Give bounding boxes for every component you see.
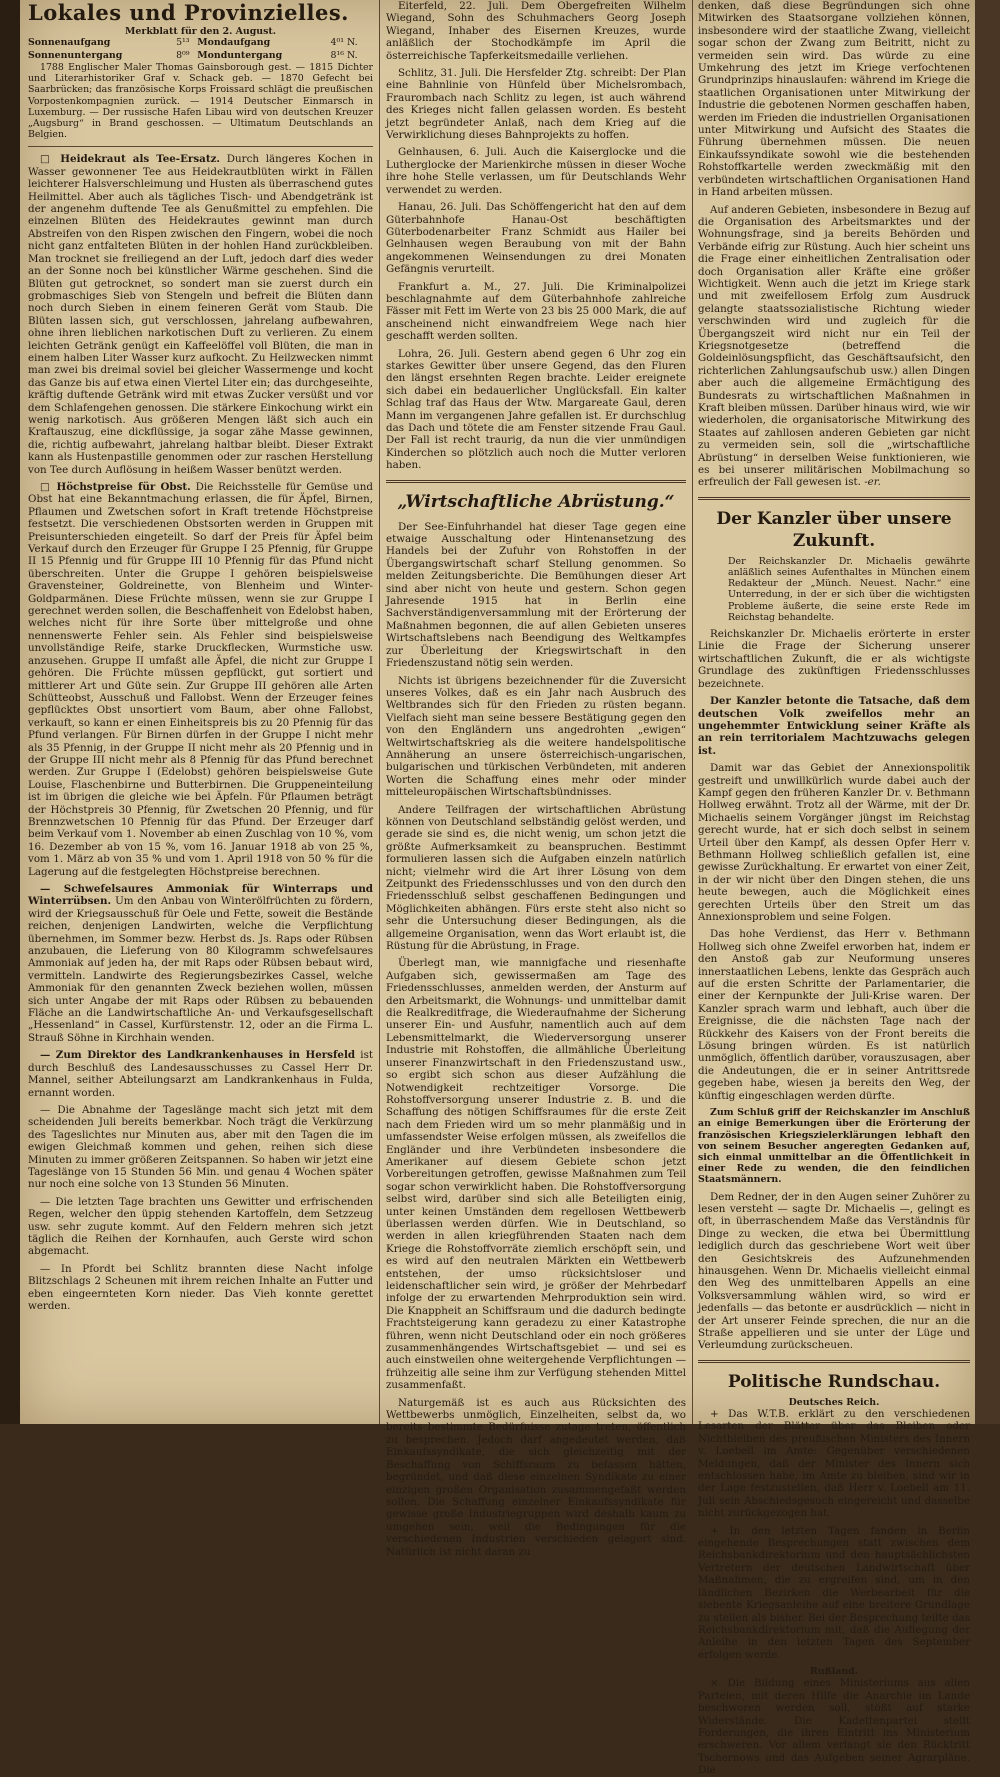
article-ammoniak — [28, 883, 373, 1044]
paragraph: + In den letzten Tagen fanden in Berlin eingehende Besprechungen statt zwischen dem Reichsbankdirektorium und den hauptsächlichsten Vertretern der deutschen Landwirtschaft über Maßnahmen, die zu ergreifen sind, um in den ländlichen Bezirken die Werbearbeit für die siebente Kriegsanleihe auf eine breitere Grundlage zu stellen als bisher. Bei der Besprechung teilte das Reichsbankdirektorium mit, daß die Auflegung der Anleihe in den letzten Tagen des September erfolgen werde. — [698, 1524, 970, 1661]
almanac-value: 5¹³ — [176, 37, 190, 49]
almanac-row — [28, 37, 373, 49]
paragraph: Das hohe Verdienst, das Herr v. Bethmann Hollweg sich ohne Zweifel erworben hat, indem er den Anstoß gab zur Neuformung unseres innerstaatlichen Lebens, lenkte das Gespräch auch auf die ersten Schritte der Parlamentarier, die einer der Kernpunkte der Juli-Krise waren. Der Kanzler sprach warm und lebhaft, auch über die Ereignisse, die die nächsten Tage nach der Rückkehr des Kaisers von der Front bereits die Lösung bringen würden. Es ist natürlich unmöglich, öffentlich darüber, vorauszusagen, aber die Andeutungen, die er in seiner Antrittsrede gegeben habe, wiesen ja bereits den Weg, der künftig eingeschlagen werden dürfte. — [698, 928, 970, 1102]
column-2 — [386, 0, 686, 1558]
divider — [386, 480, 686, 483]
paragraph: Naturgemäß ist es auch aus Rücksichten des Wettbewerbs unmöglich, Einzelheiten, selbst da, wo bereits bestimmte Bedürfnisse zutage treten, öffentlich zu besprechen. Jedoch darf angedeutet werden, daß Einkaufssyndikate, die sich gleichzeitig mit der Beschaffung von Schiffsraum zu befassen hätten, begründet, und daß diese einzelnen Syndikate zu einer einzigen großen Organisation zusammengefaßt werden sollen. Die Schaffung einzelner Einkaufssyndikate für gewisse große Industriegruppen wird deshalb kaum zu umgehen sein, weil die Bedingungen für die verschiedenen Industrien verschieden gelagert sind. Natürlich ist nicht daran zu — [386, 1396, 686, 1558]
paragraph: Zum Schluß griff der Reichskanzler im Anschluß an einige Bemerkungen über die Erörterung der französischen Kriegszielerklärungen lebhaft den von seinem Besucher angeregten Gedanken auf, sich einmal unmittelbar an die Öffentlichkeit in einer Rede zu wenden, die den feindlichen Staatsmännern. — [698, 1107, 970, 1186]
article-title-kanzler: Der Kanzler über unsere Zukunft. — [716, 508, 952, 551]
column-1 — [28, 0, 373, 1414]
almanac-label: Monduntergang — [197, 49, 283, 61]
article-intro: Der Reichskanzler Dr. Michaelis gewährte anläßlich seines Aufenthaltes in München einem Redakteur der „Münch. Neuest. Nachr.“ eine Unterredung, in der er sich über die wichtigsten Probleme äußerte, die seine erste Rede im Reichstag behandelte. — [728, 555, 970, 623]
divider — [698, 497, 970, 500]
article-lead: — Zum Direktor des Landkrankenhauses in Hersfeld — [40, 1049, 356, 1062]
signature: -er. — [864, 476, 881, 489]
news-gelnhausen: Gelnhausen, 6. Juli. Auch die Kaiserglocke und die Lutherglocke der Marienkirche müssen in dieser Woche ihre hohe Stelle verlassen, um für Deutschlands Wehr verwendet zu werden. — [386, 146, 686, 196]
article-title-abruestung: „Wirtschaftliche Abrüstung.“ — [397, 491, 675, 512]
almanac-label: Mondaufgang — [197, 37, 271, 49]
paragraph: Nichts ist übrigens bezeichnender für die Zuversicht unseres Volkes, daß es ein Jahr nach Ausbruch des Weltbrandes sich für den Frieden zu rüsten begann. Vielfach sieht man seine bessere Bestätigung gegen den von den Engländern uns angedrohten „ewigen“ Weltwirtschaftskrieg als die weitere handelspolitische Annäherung an unsere österreichisch-ungarischen, bulgarischen und türkischen Verbündeten, mit anderen Worten die Schaffung eines mehr oder minder mitteleuropäischen Wirtschaftsbündnisses. — [386, 674, 686, 799]
article-gewitter: — Die letzten Tage brachten uns Gewitter und erfrischenden Regen, welcher den üppig stehenden Kartoffeln, dem Setzzeug usw. sehr zugute kommt. Auf den Feldern mehren sich jetzt täglich die Reihen der Kornhaufen, auch Gerste wird schon abgemacht. — [28, 1195, 373, 1258]
article-body: Durch längeres Kochen in Wasser gewonnener Tee aus Heidekrautblüten wirkt in Fällen leichterer Halsverschleimung und Husten als überraschend gutes Heilmittel. Aber auch als tägliches Tisch- und Abendgetränk ist der angenehm duftende Tee als Genußmittel zu empfehlen. Die einzelnen Blüten des Heidekrautes gewinnt man durch Abstreifen von den Rispen zwischen den Fingern, wobei die noch nicht ganz entfalteten Blüten in der hohlen Hand zurückbleiben. Man trocknet sie freiliegend an der Luft, jedoch darf dies weder an der Sonne noch bei künstlicher Wärme geschehen. Sind die Blüten gut getrocknet, so sondert man sie zuerst durch ein grobmaschiges Sieb von Stengeln und befreit die Blüten dann noch durch Sieben in einem feineren Gerät vom Staub. Die Blüten lassen sich, gut verschlossen, jahrelang aufbewahren, ohne ihren lieblichen narkotischen Duft zu verlieren. Zu einem leichten Getränk genügt ein Kaffeelöffel voll Blüten, die man in einem halben Liter Wasser kurz aufkocht. Zu Heilzwecken nimmt man zwei bis dreimal soviel bei gleicher Wassermenge und kocht das Ganze bis auf etwa einen Viertel Liter ein; das durchgeseihte, kräftig duftende Getränk wird mit etwas Zucker versüßt und vor dem Schlafengehen genossen. Die stärkere Einkochung wirkt ein wenig narkotisch. Aus größeren Mengen läßt sich auch ein Kraftauszug, eine dickflüssige, ja sogar zähe Masse gewinnen, die, richtig aufbewahrt, jahrelang haltbar bleibt. Dieser Extrakt kann als Hustenpastille genommen oder zur raschen Herstellung von Tee durch Auflösung in heißem Wasser benützt werden. — [28, 153, 373, 476]
article-lead: □ Höchstpreise für Obst. — [40, 481, 191, 493]
column-rule — [692, 0, 693, 1424]
article-body: Um den Anbau von Winterölfrüchten zu fördern, wird der Kriegsausschuß für Oele und Fette, soweit die Bestände reichen, denjenigen Landwirten, welche die Verpflichtung übernehmen, im Sommer bezw. Herbst ds. Js. Raps oder Rübsen anzubauen, die Lieferung von 80 Kilogramm schwefelsaures Ammoniak auf jeden ha, der mit Raps oder Rübsen bebaut wird, vermitteln. Landwirte des Regierungsbezirkes Cassel, welche Ammoniak für den genannten Zweck beziehen wollen, müssen sich unter Angabe der mit Raps oder Rübsen zu bebauenden Fläche an die Landwirtschaftliche An- und Verkaufsgesellschaft „Hessenland“ in Cassel, Kurfürstenstr. 12, oder an die Firma L. Strauß Söhne in Kirchhain wenden. — [28, 895, 374, 1044]
almanac-title: Merkblatt für den 2. August. — [125, 26, 276, 37]
article-lead: — Schwefelsaures Ammoniak für Winterraps und Winterrübsen. — [28, 883, 373, 908]
article-body: Die Reichsstelle für Gemüse und Obst hat eine Bekanntmachung erlassen, die für Äpfel, Birnen, Pflaumen und Zwetschen sofort in Kraft tretende Höchstpreise festsetzt. Die verschiedenen Obstsorten werden in Gruppen mit Preisunterschieden eingeteilt. So darf der Preis für Äpfel beim Verkauf durch den Erzeuger für Gruppe I 25 Pfennig, für Gruppe II 15 Pfennig und für Gruppe III 10 Pfennig für das Pfund nicht überschreiten. Unter die Gruppe I gehören beispielsweise Gravensteiner, Goldreinette, von Blenheim und Winter-Goldparmänen. Diese Früchte müssen, wenn sie zur Gruppe I gerechnet werden sollen, die Beschaffenheit von Edelobst haben, welches nicht für ihre Sorte über mittelgroße und ohne nennenswerte Fehler sein. Als Fehler sind beispielsweise unvollständige Reife, starke Druckflecken, Wurmstiche usw. anzusehen. Gruppe II umfaßt alle Äpfel, die nicht zur Gruppe I gehören. Die Früchte müssen gepflückt, gut sortiert und mittlerer Art und Güte sein. Zur Gruppe III gehören alle Arten Schütteobst, Ausschuß und Fallobst. Wenn der Erzeuger feines gepflücktes Obst unsortiert vom Baum, aber ohne Fallobst, verkauft, so kann er einen Einheitspreis bis zu 20 Pfennig für das Pfund verlangen. Für Birnen dürfen in der Gruppe I nicht mehr als 35 Pfennig, in der Gruppe II nicht mehr als 20 Pfennig und in der Gruppe III nicht mehr als 8 Pfennig für das Pfund berechnet werden. Zur Gruppe I (Edelobst) gehören beispielsweise Gute Louise, Flaschenbirne und Butterbirnen. Die Gruppeneinteilung ist im übrigen die gleiche wie bei Äpfeln. Für Pflaumen beträgt der Höchstpreis 30 Pfennig, für Zwetschen 20 Pfennig, und für Brennzwetschen 10 Pfennig für das Pfund. Der Erzeuger darf beim Verkauf vom 1. November ab einen Zuschlag von 10 %, vom 16. Dezember ab von 15 %, vom 16. Januar 1918 ab von 25 %, vom 1. März ab von 35 % und vom 1. April 1918 von 50 % für die Lagerung auf die festgelegten Höchstpreise berechnen. — [28, 481, 373, 878]
section-title-politik: Politische Rundschau. — [727, 1371, 941, 1392]
article-lead: □ Heidekraut als Tee-Ersatz. — [40, 153, 221, 166]
paragraph: Dem Redner, der in den Augen seiner Zuhörer zu lesen versteht — sagte Dr. Michaelis —, gelingt es oft, in überraschendem Maße das Verständnis für Dinge zu wecken, die etwa bei Übermittlung lediglich durch das geschriebene Wort weit über den Gesichtskreis des Aufzunehmenden hinausgehen. Wenn Dr. Michaelis vielleicht einmal den Weg des unmittelbaren Appells an eine Volksversammlung wählen wird, so wird er jedenfalls — das betonte er ausdrücklich — nicht in der Art unserer Feinde sprechen, die nur an die Straße appellieren und sie unter der Lüge und Verleumdung zurückscheuen. — [698, 1190, 970, 1352]
paragraph: Damit war das Gebiet der Annexionspolitik gestreift und unwillkürlich wurde dabei auch der Kampf gegen den früheren Kanzler Dr. v. Bethmann Hollweg erwähnt. Trotz all der Wärme, mit der Dr. Michaelis seinem Vorgänger jüngst im Reichstag gerecht wurde, hat er sich doch selbst in seinem Urteil über den Kampf, als dessen Opfer Herr v. Bethmann Hollweg schließlich gefallen ist, eine gewisse Zurückhaltung. Er erwartet von einer Zeit, in der wir nicht über den Dingen stehen, die uns heute bewegen, auch die Möglichkeit eines gerechten Urteils über den Streit um das Annexionsproblem und seine Folgen. — [698, 762, 970, 923]
almanac-value: 8⁰⁹ — [176, 49, 190, 61]
news-frankfurt: Frankfurt a. M., 27. Juli. Die Kriminalpolizei beschlagnahmte auf dem Güterbahnhofe zahlreiche Fässer mit Fett im Werte von 23 bis 25 000 Mark, die auf anscheinend nicht einwandfreiem Wege nach hier geschafft werden sollten. — [386, 280, 686, 343]
paragraph: Überlegt man, wie mannigfache und riesenhafte Aufgaben sich, gewissermaßen am Tage des Friedensschlusses, anmelden werden, der Ansturm auf den Arbeitsmarkt, die Wohnungs- und unmittelbar damit die Realkreditfrage, die Wiederaufnahme der Sicherung unserer Ein- und Ausfuhr, namentlich auch auf dem Lebensmittelmarkt, die Wiederversorgung unserer Industrie mit Rohstoffen, die allmähliche Überleitung unserer Finanzwirtschaft in den Friedenszustand usw., so ergibt sich schon aus dieser Aufzählung die Notwendigkeit rechtzeitiger Vorsorge. Die Rohstoffversorgung unserer Industrie z. B. und die Schaffung des nötigen Schiffsraumes für die erste Zeit nach dem Frieden wird um so mehr planmäßig und in umfassendster Weise erfolgen müssen, als zweifellos die Engländer und ihre Verbündeten insbesondere die Amerikaner auf diesem Gebiete schon jetzt Vorbereitungen getroffen, gewisse Maßnahmen zum Teil sogar schon verwirklicht haben. Die Rohstoffversorgung selbst wird, darüber sind sich alle Beteiligten einig, unter keinen Umständen dem regellosen Wettbewerb überlassen werden dürfen. Wie in Deutschland, so werden in allen kriegführenden Staaten nach dem Kriege die Rohstoffvorräte ziemlich erschöpft sein, und es wird auf den neutralen Märkten ein Wettbewerb entstehen, der umso rücksichtsloser und leidenschaftlicher sein wird, je größer der Mehrbedarf infolge der zu erwartenden Mehrproduktion sein wird. Die Knappheit an Schiffsraum und die dadurch bedingte Frachtsteigerung kann geradezu zu einer Katastrophe führen, wenn nicht Deutschland oder ein noch größeres zusammenhängendes Wirtschaftsgebiet — und sei es auch einstweilen ohne weitergehende Verpflichtungen — frühzeitig alle seine ihm zur Verfügung stehenden Mittel zusammenfaßt. — [386, 957, 686, 1392]
article-hoechstpreise — [28, 481, 373, 878]
section-title-local: Lokales und Provinzielles. — [28, 0, 349, 25]
paragraph: + Das W.T.B. erklärt zu den verschiedenen Lesarten der Blätter über das Bleiben oder Nichtbleiben des preußischen Ministers des Innern v. Loebell im Amte: Gegenüber verschiedenen Meldungen, daß der Minister des Innern sich entschlossen habe, im Amte zu bleiben, sind wir in der Lage festzustellen, daß Herr v. Loebell am 11. Juli sein Abschiedsgesuch eingereicht und dasselbe nicht zurückgezogen hat. — [698, 1408, 970, 1520]
paragraph: × Die Bildung eines Ministeriums aus allen Parteien, mit deren Hilfe die Anarchie im Lande beschworen werden soll, stößt auf starke Widerstände. Die Kadettenpartei stellt Forderungen, die ihren Eintritt ins Ministerium erschweren. Vor allem verlangt sie den Rücktritt Tschernows und das Aufgeben seiner Agrarpläne. Die — [698, 1677, 970, 1777]
subsection-title: Rußland. — [809, 1666, 858, 1678]
paragraph-text: Auf anderen Gebieten, insbesondere in Bezug auf die Organisation des Arbeitsmarktes und der Wohnungsfrage, sind ja bereits Behörden und Verbände eifrig zur Rüstung. Auch hier scheint uns die Frage einer einheitlichen Zentralisation oder doch Organisation aller Kräfte eine größer Wichtigkeit. Wenn auch die jetzt im Kriege stark und mit zweifellosem Erfolg zum Ausdruck gelangte staatssozialistische Richtung wieder verschwinden wird und zugleich für die Übergangszeit wird nicht nur ein Teil der Kriegsnotgesetze (betreffend die Goldeinlösungspflicht, das Geschäftsaufsicht, den richterlichen Zahlungsaufschub usw.) allen Dingen aber auch die allgemeine Ermächtigung des Bundesrats zu wirtschaftlichen Maßnahmen in Kraft bleiben müssen. Darüber hinaus wird, wie wir wiederholen, die organisatorische Mitwirkung des Staates auf zahllosen anderen Gebieten gar nicht zu vermeiden sein, soll die „wirtschaftliche Abrüstung“ in derselben Weise funktionieren, wie es bei unserer militärischen Mobilmachung so erfreulich der Fall gewesen ist. — [698, 203, 970, 489]
subsection-title: Deutsches Reich. — [788, 1396, 880, 1408]
almanac-table — [28, 37, 373, 62]
divider — [28, 146, 373, 147]
almanac-row — [28, 50, 373, 62]
article-pfordt: — In Pfordt bei Schlitz brannten diese Nacht infolge Blitzschlags 2 Scheunen mit ihrem reichen Inhalte an Futter und eben eingeernteten Korn nieder. Das Vieh konnte gerettet werden. — [28, 1262, 373, 1312]
newspaper-page — [20, 0, 975, 1777]
paragraph: Reichskanzler Dr. Michaelis erörterte in erster Linie die Frage der Sicherung unserer wirtschaftlichen Zukunft, die er als wichtigste Grundlage des zukünftigen Friedensschlusses bezeichnete. — [698, 628, 970, 690]
paragraph: Andere Teilfragen der wirtschaftlichen Abrüstung können von Deutschland selbständig gelöst werden, und gerade sie sind es, die nicht wenig, um schon jetzt die größte Aufmerksamkeit zu beanspruchen. Bestimmt formulieren lassen sich die Aufgaben einzeln natürlich nicht; vielmehr wird die Art ihrer Lösung von dem Zeitpunkt des Friedensschlusses und von den durch den Friedensschluß selbst geschaffenen Bedingungen und Möglichkeiten abhängen. Fürs erste steht also nicht so sehr die Untersuchung dieser Bedingungen, als die allgemeine Organisation, wenn das Wort erlaubt ist, die Rüstung für die Abrüstung, in Frage. — [386, 803, 686, 953]
news-eiterfeld: Eiterfeld, 22. Juli. Dem Obergefreiten Wilhelm Wiegand, Sohn des Schuhmachers Georg Joseph Wiegand, Inhaber des Eisernen Kreuzes, wurde anläßlich der Stochodkämpfe im April die österreichische Tapferkeitsmedaille verliehen. — [386, 0, 686, 62]
divider — [698, 1360, 970, 1363]
paragraph — [698, 204, 970, 489]
column-3 — [698, 0, 970, 1777]
almanac-value: 4⁰¹ N. — [330, 37, 358, 49]
paragraph: Der Kanzler betonte die Tatsache, daß dem deutschen Volk zweifellos mehr an ungehemmter Entwicklung seiner Kräfte als an rein territorialem Machtzuwachs gelegen ist. — [698, 695, 970, 757]
scan-edge-left — [0, 0, 20, 1424]
column-rule — [379, 0, 380, 1424]
almanac-text: 1788 Englischer Maler Thomas Gainsborough gest. — 1815 Dichter und Literarhistoriker Graf v. Schack geb. — 1870 Gefecht bei Saarbrücken; das französische Korps Froissard schlägt die preußischen Vorpostenkompagnien zurück. — 1914 Deutscher Einmarsch in Luxemburg. — Der russische Hafen Libau wird von deutschen Kreuzer „Augsburg“ in Brand geschossen. — Ultimatum Deutschlands an Belgien. — [28, 62, 373, 141]
almanac-label: Sonnenuntergang — [28, 49, 123, 61]
paragraph: denken, daß diese Begründungen sich ohne Mitwirken des Staatsorgane vollziehen können, insbesondere wird der staatliche Zwang, vielleicht sogar schon der Zwang zum Beitritt, nicht zu vermeiden sein wird. Das würde zu eine Umkehrung des jetzt im Kriege verfochtenen Grundprinzips hinauslaufen: während im Kriege die staatlichen Organisationen unter Mitwirkung der Industrie die gebotenen Normen geschaffen haben, werden im Frieden die industriellen Organisationen unter Mitwirkung und Aufsicht des Staates die Führung übernehmen müssen. Die neuen Einkaufssyndikate sowohl wie die bestehenden Rohstoffkartelle werden zweckmäßig mit den verbündeten wirtschaftlichen Organisationen Hand in Hand arbeiten müssen. — [698, 0, 970, 199]
paragraph: Der See-Einfuhrhandel hat dieser Tage gegen eine etwaige Ausschaltung oder Hintenansetzung des Handels bei der Zufuhr von Rohstoffen in der Übergangswirtschaft scharf Stellung genommen. So melden Zeitungsberichte. Die Bemühungen dieser Art sind aber nicht von heute und gestern. Schon gegen Jahresende 1915 hat in Berlin eine Sachverständigenversammlung mit der Erörterung der Maßnahmen begonnen, die auf allen Gebieten unseres Wirtschaftslebens nach Beendigung des Weltkampfes zur Überleitung der Kriegswirtschaft in den Friedenszustand nötig sein werden. — [386, 520, 686, 670]
news-lohra: Lohra, 26. Juli. Gestern abend gegen 6 Uhr zog ein starkes Gewitter über unsere Gegend, das den Fluren den längst ersehnten Regen brachte. Leider ereignete sich dabei ein bedauerlicher Unglücksfall. Ein kalter Schlag traf das Haus der Wtw. Margareate Gaul, deren Mann im vergangenen Jahre gefallen ist. Er durchschlug das Dach und tötete die am Fenster sitzende Frau Gaul. Der Fall ist recht traurig, da nun die vier unmündigen Kinderchen so plötzlich auch noch die Mutter verloren haben. — [386, 347, 686, 472]
article-body: ist durch Beschluß des Landesausschusses zu Cassel Herr Dr. Mannel, seither Abteilungsarzt am Landkrankenhaus in Fulda, ernannt worden. — [28, 1049, 373, 1099]
article-heidekraut — [28, 153, 373, 476]
almanac-label: Sonnenaufgang — [28, 37, 111, 49]
article-tageslaenge: — Die Abnahme der Tageslänge macht sich jetzt mit dem scheidenden Juli bereits bemerkbar. Noch trägt die Verkürzung des Tageslichtes nur Minuten aus, aber mit den Tagen die im ewigen Gleichmaß kommen und gehen, reihen sich diese Minuten zu immer größeren Zeitspannen. So haben wir jetzt eine Tageslänge von 15 Stunden 56 Min. und genau 4 Wochen später nur noch eine solche von 13 Stunden 56 Minuten. — [28, 1103, 373, 1191]
news-hanau: Hanau, 26. Juli. Das Schöffengericht hat den auf dem Güterbahnhofe Hanau-Ost beschäftigten Güterbodenarbeiter Franz Schmidt aus Hailer bei Gelnhausen wegen Beraubung von mit der Bahn angekommenen Weinsendungen zu drei Monaten Gefängnis verurteilt. — [386, 201, 686, 276]
article-landkrankenhaus — [28, 1049, 373, 1099]
news-schlitz: Schlitz, 31. Juli. Die Hersfelder Ztg. schreibt: Der Plan eine Bahnlinie von Hünfeld über Michelsrombach, Fraurombach nach Schlitz zu legen, ist auch während des Krieges nicht fallen gelassen worden. Es besteht jetzt begründeter Anlaß, nach dem Krieg auf die Verwirklichung dieses Bahnprojekts zu hoffen. — [386, 67, 686, 142]
scan-edge-right — [975, 0, 1000, 1424]
almanac-value: 8¹⁶ N. — [330, 49, 358, 61]
